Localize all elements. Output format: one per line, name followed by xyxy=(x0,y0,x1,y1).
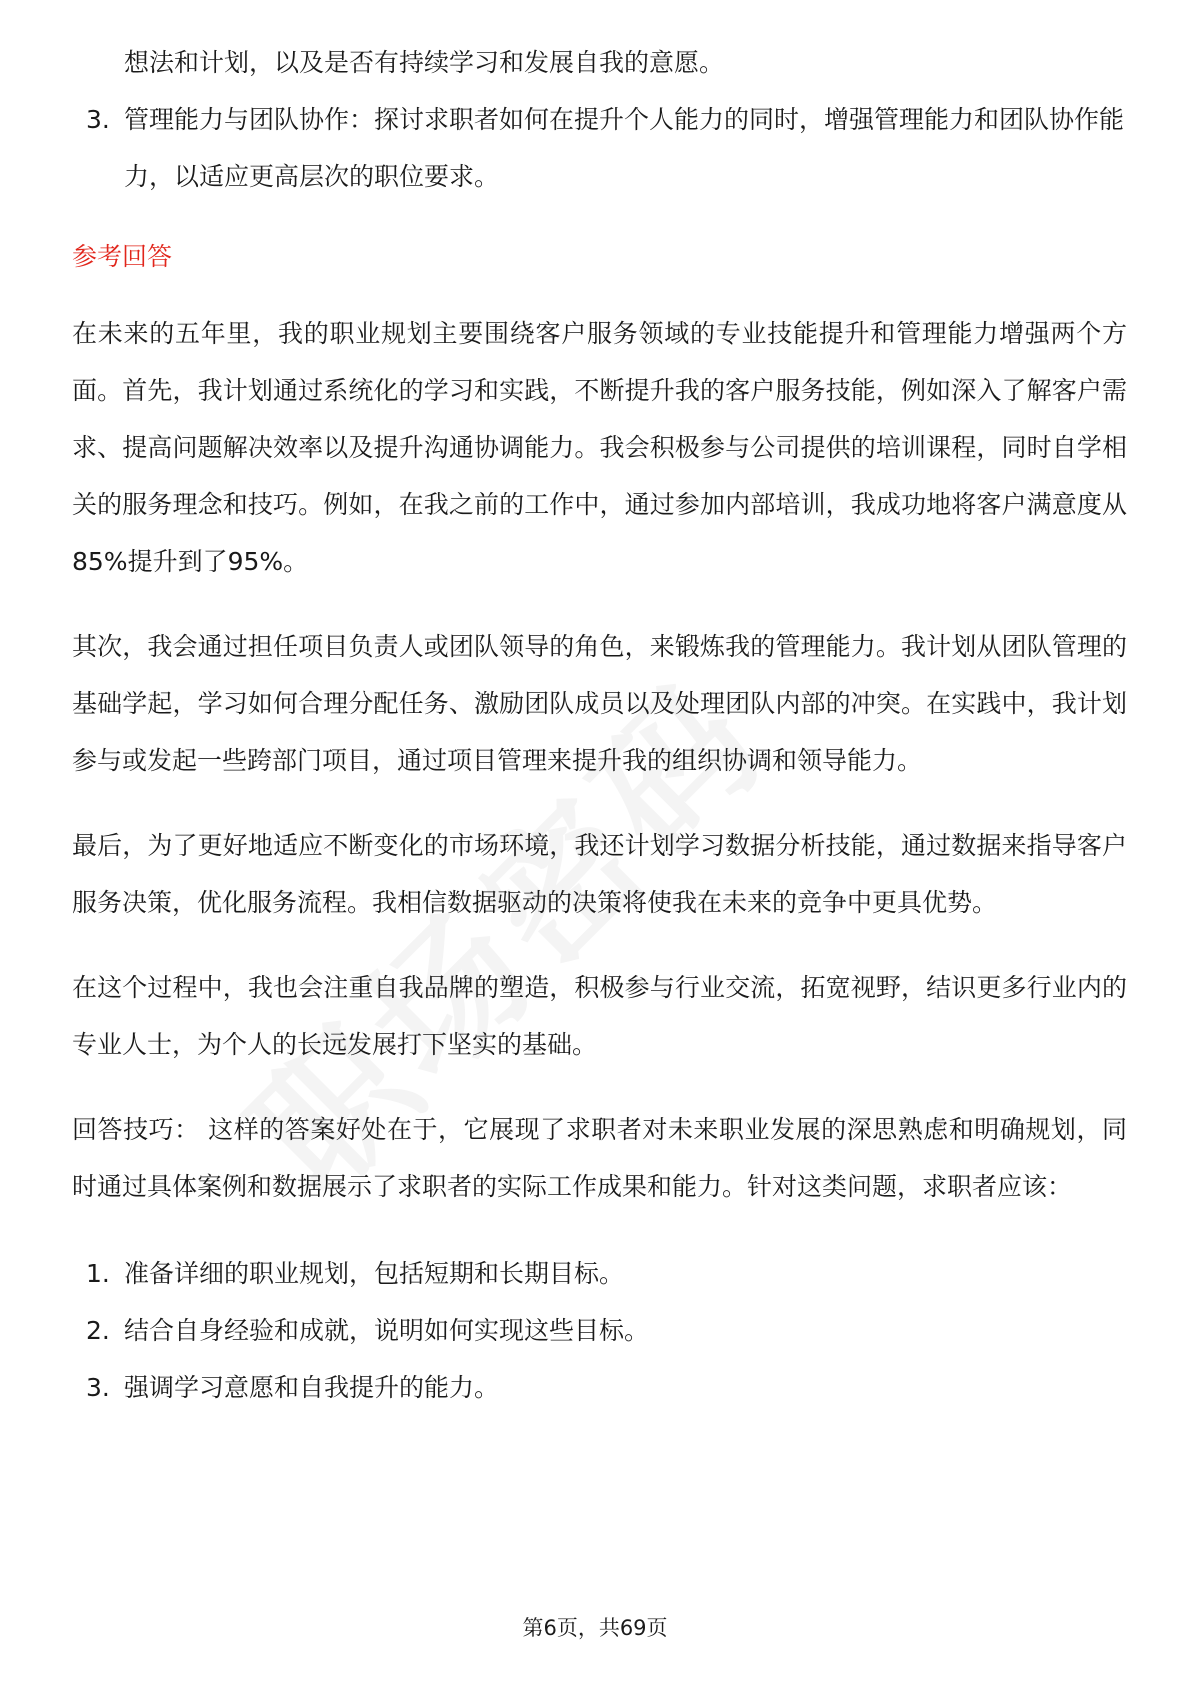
list-item-text: 结合自身经验和成就，说明如何实现这些目标。 xyxy=(124,1316,650,1345)
list-item xyxy=(72,1245,1127,1302)
list-item-text: 准备详细的职业规划，包括短期和长期目标。 xyxy=(124,1259,625,1288)
page-footer: 第6页，共69页 xyxy=(522,1616,668,1640)
answer-paragraph: 其次，我会通过担任项目负责人或团队领导的角色，来锻炼我的管理能力。我计划从团队管理的基础学起，学习如何合理分配任务、激励团队成员以及处理团队内部的冲突。在实践中，我计划参与或发起一些跨部门项目，通过项目管理来提升我的组织协调和领导能力。 xyxy=(72,632,1127,775)
intro-list xyxy=(72,91,1127,205)
list-number: 3. xyxy=(86,105,110,134)
tips-list xyxy=(72,1245,1127,1416)
answer-paragraph: 在未来的五年里，我的职业规划主要围绕客户服务领域的专业技能提升和管理能力增强两个方面。首先，我计划通过系统化的学习和实践，不断提升我的客户服务技能，例如深入了解客户需求、提高问题解决效率以及提升沟通协调能力。我会积极参与公司提供的培训课程，同时自学相关的服务理念和技巧。例如，在我之前的工作中，通过参加内部培训，我成功地将客户满意度从85%提升到了95%。 xyxy=(72,319,1127,576)
answer-paragraph: 在这个过程中，我也会注重自我品牌的塑造，积极参与行业交流，拓宽视野，结识更多行业内的专业人士，为个人的长远发展打下坚实的基础。 xyxy=(72,973,1127,1059)
list-number: 1. xyxy=(86,1259,110,1288)
answer-paragraph: 最后，为了更好地适应不断变化的市场环境，我还计划学习数据分析技能，通过数据来指导客户服务决策，优化服务流程。我相信数据驱动的决策将使我在未来的竞争中更具优势。 xyxy=(72,831,1127,917)
section-title: 参考回答 xyxy=(72,242,173,271)
list-item xyxy=(72,91,1127,205)
list-item xyxy=(72,1359,1127,1416)
tips-paragraph: 回答技巧： 这样的答案好处在于，它展现了求职者对未来职业发展的深思熟虑和明确规划，同时通过具体案例和数据展示了求职者的实际工作成果和能力。针对这类问题，求职者应该： xyxy=(72,1115,1127,1201)
list-item-text: 管理能力与团队协作：探讨求职者如何在提升个人能力的同时，增强管理能力和团队协作能力，以适应更高层次的职位要求。 xyxy=(124,105,1125,191)
list-item xyxy=(72,1302,1127,1359)
document-page xyxy=(72,0,1127,1416)
list-number: 2. xyxy=(86,1316,110,1345)
list-item-continuation: 想法和计划，以及是否有持续学习和发展自我的意愿。 xyxy=(124,48,725,77)
list-number: 3. xyxy=(86,1373,110,1402)
list-item-text: 强调学习意愿和自我提升的能力。 xyxy=(124,1373,500,1402)
